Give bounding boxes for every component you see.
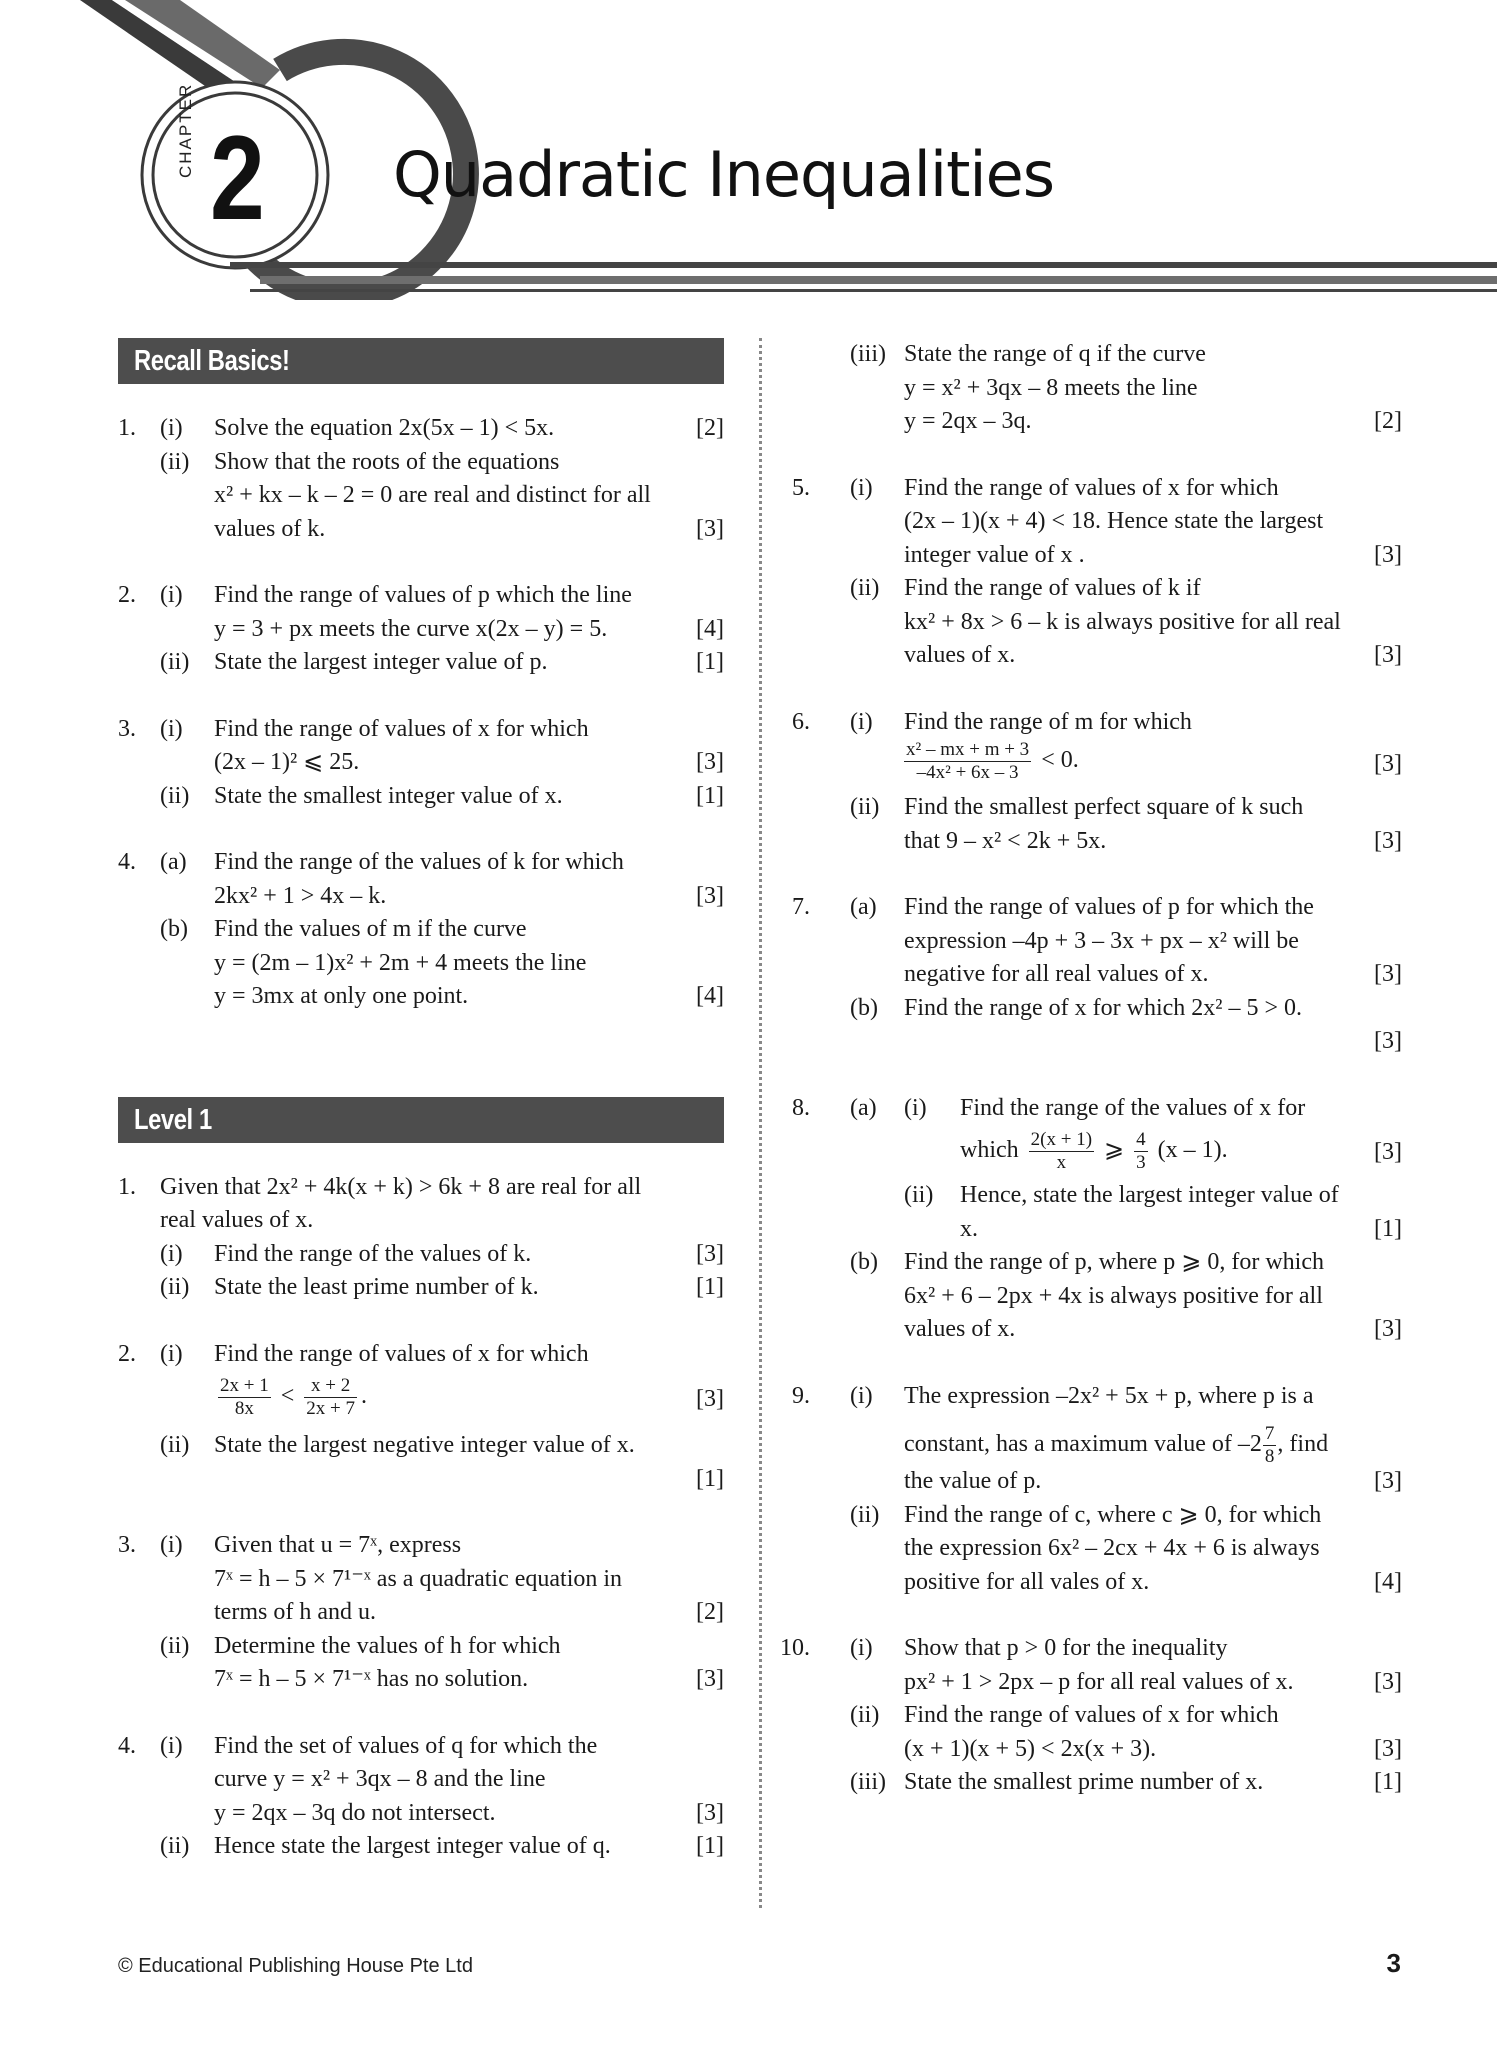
level1-question-3: 3. (i) Given that u = 7ˣ, express 7ˣ = h – 5 × 7¹⁻ˣ as a quadratic equation in terms of h and u. [2] (ii) Determine the values of h for which 7ˣ = h – 5 × 7¹⁻ˣ has no solution. [3] [118,1532,724,1692]
recall-question-1: 1. (i) Solve the equation 2x(5x – 1) < 5x. [2] (ii) Show that the roots of the equations x² + kx – k – 2 = 0 are real and distinct for all values of k. [3] [118,412,724,546]
marks: [2] [696,415,724,441]
column-divider [759,338,762,1908]
fraction: $\frac{2(x + 1)}{x}$ [1030,1129,1093,1173]
level1-question-4: 4. (i) Find the set of values of q for which the curve y = x² + 3qx – 8 and the line y = 2qx – 3q do not intersect. [3] (ii) Hence state the largest integer value of q. [1] [118,1732,724,1859]
level1-question-7: 7. (a) Find the range of values of p for which the expression –4p + 3 – 3x + px – x² will be negative for all real values of x. [3] (b) Find the range of x for which 2x² – 5 > 0. [3] [792,894,1402,1054]
fraction: $\frac{7}{8}$ [1264,1423,1275,1467]
recall-question-2: 2. (i) Find the range of values of p which the line y = 3 + px meets the curve x(2x – y) = 5. [4] (ii) State the largest integer value of p. [1] [118,582,724,675]
fraction: $\frac{x + 2}{2x + 7}$ [306,1375,355,1419]
level1-question-6: 6. (i) Find the range of m for which $\frac{\text{x² – mx + m + 3}}{\text{–4x² + 6x – 3}}$ < 0. [3] (ii) Find the smallest perfect square of k such that 9 – x² < 2k + 5x. [3] [792,708,1402,854]
section-heading-level-1: Level 1 [118,1097,724,1143]
copyright-footer: © Educational Publishing House Pte Ltd [118,1955,473,1977]
page-number: 3 [1386,1948,1401,1978]
fraction: $\frac{4}{3}$ [1136,1129,1146,1173]
left-column [118,338,724,1897]
level1-question-1: 1. Given that 2x² + 4k(x + k) > 6k + 8 are real for all real values of x. (i) Find the range of the values of k. [3] (ii) State the least prime number of k. [1] [118,1173,724,1300]
recall-question-3: 3. (i) Find the range of values of x for which (2x – 1)² ⩽ 25. [3] (ii) State the smallest integer value of x. [1] [118,715,724,809]
chapter-number: 2 [210,111,265,245]
chapter-label: CHAPTER [176,82,195,178]
recall-question-4: 4. (a) Find the range of the values of k for which 2kx² + 1 > 4x – k. [3] (b) Find the values of m if the curve y = (2m – 1)x² + 2m + 4 meets the line y = 3mx at only one point. [4] [118,849,724,1009]
right-column [780,338,1402,1833]
section-heading-recall: Recall Basics! [118,338,724,384]
page-title: Quadratic Inequalities [393,138,1055,211]
level1-question-8: 8. (a) (i) Find the range of the values of x for which $\frac{2(x + 1)}{x}$ ⩾ $\frac{4}{3}$ (x – 1). [3] (ii) Hence, state the largest integer value of x. [1] (b) Find the range of p, where p ⩾ 0, for which 6x² + 6 – 2px + 4x is always positive for all values of x. [3] [792,1094,1402,1342]
question-number: 1. [118,415,136,441]
level1-question-2: 2. (i) Find the range of values of x for which $\frac{2x + 1}{8x}$ < $\frac{x + 2}{2x + 7}$ . [3] (ii) State the largest negative integer value of x. [1] [118,1340,724,1492]
level1-question-5: 5. (i) Find the range of values of x for which (2x – 1)(x + 4) < 18. Hence state the largest integer value of x . [3] (ii) Find the range of values of k if kx² + 8x > 6 – k is always positive for all real values of x. [3] [792,474,1402,668]
fraction: $\frac{2x + 1}{8x}$ [220,1375,269,1419]
level1-question-9: 9. (i) The expression –2x² + 5x + p, where p is a constant, has a maximum value of –2 $\frac{7}{8}$ , find the value of p. [3] (ii) Find the range of c, where c ⩾ 0, for which the expression 6x² – 2cx + 4x + 6 is always positive for all vales of x. [4] [792,1382,1402,1595]
level1-question-10: 10. (i) Show that p > 0 for the inequality px² + 1 > 2px – p for all real values of x. [3] (ii) Find the range of values of x for which (x + 1)(x + 5) < 2x(x + 3). [3] (iii) State the smallest prime number of x. [1] [780,1635,1402,1795]
fraction: $\frac{\text{x² – mx + m + 3}}{\text{–4x² + 6x – 3}}$ [906,739,1030,783]
level1-question-4-iii: (iii) State the range of q if the curve y = x² + 3qx – 8 meets the line y = 2qx – 3q. [2] [850,341,1402,434]
